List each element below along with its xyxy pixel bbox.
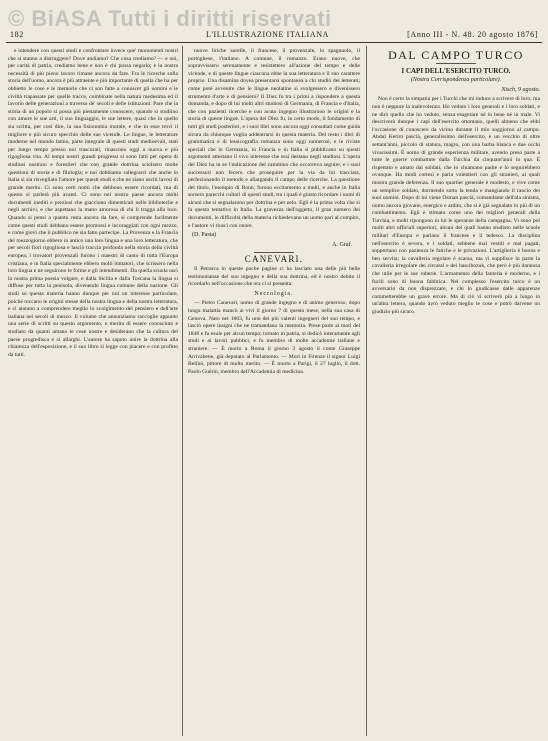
article-title: DAL CAMPO TURCO (388, 48, 524, 62)
page-number: 182 (10, 30, 24, 39)
column-2-note: (D. Pasta) (192, 232, 216, 239)
section-rule (254, 252, 294, 253)
journal-title: L'ILLUSTRAZIONE ITALIANA (206, 30, 329, 39)
header-rule (6, 42, 542, 43)
column-divider-1 (182, 46, 183, 736)
title-rule (436, 63, 476, 64)
column-1-text: e intendere con questi studi e confrontare invece que' monumenti nostri che si stanno a distruggere? Dove andiamo? Che cosa crediamo? — e noi, per carità di patria, crediamo bene e non è chi possa negarlo; e la nostra necessità di più pieno lavoro rimane ancora da fare. Fra le ricerche sulla storia dell'uomo, ancora è più attraente e più importante di quella che ha per obbietto le cose e le memorie che ci son fatte a conoscer gli uomini e le civiltà trapassate per quelle tracce, combinate nella natura medesima ed il lavorio delle generazioni a traverso de' secoli e delle istituzioni. Pare che la storia di un popolo si possa più pienamente conoscere, quando si studiino con amore le sue arti, il suo linguaggio, le sue lettere, quasi che in quello sia scritta, per così dire, la sua fisionomia morale, e che in esse trovi il migliore e più sicuro specchio delle sue vicende. Le lingue, le letterature moderne nel mondo latino, parte integrale di questi studi medioevali, stati per lungo tempo presso noi trascurati, rinascono oggi a nuova e più rigogliosa vita. Ai tempi nostri grandi progressi si sono fatti per opera di studiosi nostrani e forestieri che con grande dottrina sciolsero molte questioni di storia e di filologia; e noi dobbiamo rallegrarci che anche in Italia si sia risvegliato l'amore per questi studi e che ne siano usciti lavori di grande merito. Ci sono certi nomi che debbono essere ricordati, ma di questo si parlerà più avanti. Ci sono nel nostro paese ancora molti documenti inediti e preziosi che giacciono dimenticati nelle biblioteche e negli archivi, e che aspettano la mano amorosa di chi li tragga alla luce. Quando si pensi a quanto resta ancora da fare, si comprende facilmente come questi studi debbano essere promossi e incoraggiati con ogni mezzo, e come giovi che il pubblico ne sia fatto partecipe. La Provenza e la Francia del mezzogiorno ebbero in antico una loro lingua e una loro letteratura, che per secoli fiorì rigogliosa e lasciò traccia profonda nella storia della civiltà europea; i trovatori provenzali furono i maestri di canto di tutta l'Europa cristiana, e in Italia specialmente ebbero molti imitatori, che scrissero nella loro lingua e ne seguirono le forme e gli intendimenti. Da quella scuola uscì la nostra prima poesia volgare, e dalla Sicilia e dalla Toscana la lingua si diffuse per tutta la penisola, divenendo lingua comune della nazione. Gli studi su questa materia hanno dunque per noi un interesse particolare, poiché toccano le origini stesse della nostra lingua e della nostra letteratura, e ci aiutano a comprendere meglio lo svolgimento del pensiero e dell'arte italiana nei secoli di mezzo. Il volume che annunziamo raccoglie appunto una serie di scritti su questo argomento, e merita di essere conosciuto e studiato da quanti amano le cose nostre e desiderano che la cultura del paese progredisca e si allarghi. L'autore ha saputo unire la dottrina alla chiarezza dell'esposizione, e il suo libro si legge con piacere e con profitto da tutti. (8, 48, 178, 358)
issue-info: [Anno III - N. 48. 20 agosto 1876] (407, 30, 538, 39)
running-head (6, 30, 542, 42)
article-date: Nisch, 9 agosto. (501, 86, 540, 93)
copyright-watermark: © BiASA Tutti i diritti riservati (8, 6, 332, 31)
column-2-text: nuove liriche sorelle, il francese, il provenzale, lo spagnuolo, il portoghese, l'italiano. A comune, il romanzo. Erano nuove, che sopravvissero serenamente e resistettero all'azione del tempo e delle vicende, e di queste lingue ciascuna ebbe la sua letteratura e il suo carattere proprio. Una disamina dovea presentarsi spontanea a chi studiò dei letterati; come poté avvenire che le lingue neolatine si svolgessero e divenissero strumento d'arte e di pensiero? Il Diez fu tra i primi a rispondere a questa domanda, e dopo di lui molti altri studiosi di Germania, di Francia e d'Italia, che con pazienti ricerche e con acuto ingegno illustrarono le origini e la storia di queste lingue. L'opera del Diez fu, in certo modo, il fondamento di tutti gli studi posteriori, e i suoi libri sono ancora oggi consultati come guida sicura da chiunque voglia addentrarsi in questa materia. Del resto i libri di grammatica e di lessicografia romanza sono oggi numerosi, e le riviste speciali che in Germania, in Francia e in Italia si pubblicano su questi argomenti attestano il vivo interesse che essi destano negli studiosi. L'opera del Diez ha in se l'indicazione del cammino che occorreva seguire, e i suoi successori non fecero che proseguire per la via da lui tracciata, perfezionando il metodo e allargando il campo delle ricerche. La questione del titolo, l'esempio di Bonn, furono eccitamento a molti, e anche in Italia sorsero parecchi cultori di questi studi, tra i quali è giusto ricordare i nomi di alcuni che si segnalarono per dottrina e per zelo. Egli è la prima volta che si fa questo tentativo in Italia. La gravezza dell'oggetto, il gran numero dei documenti, le difficoltà della materia richiedevano un uomo pari al compito, e l'autore vi riuscì con onore. (188, 48, 360, 229)
column-3 (372, 48, 540, 734)
necrology-title: Necrologia. (254, 290, 294, 297)
article-subtitle: I CAPI DELL'ESERCITO TURCO. (401, 66, 511, 75)
column-2-signature: A. Graf. (332, 241, 352, 248)
column-3-text: Non è certo la simpatia per i Turchi che mi induce a scrivere di loro; ma non è neppure la malevolenza. Ho veduto i loro generali e i loro soldati, e ne dirò quello che ho veduto, senza esagerare né in bene né in male. Vi descriverò dunque i capi dell'esercito ottomano, quelli almeno che ebbi l'occasione di conoscere da vicino durante il mio soggiorno al campo. Abdul Kerim pascià, generalissimo dell'esercito, è un vecchio di oltre settant'anni, piccolo di statura, magro, con una barba bianca e due occhi vivacissimi. È uomo di grande esperienza militare, avendo preso parte a tutte le guerre combattute dalla Turchia da cinquant'anni in qua. È rispettato e amato dai soldati, che lo chiamano padre e lo seguirebbero ovunque. Ha modi cortesi e parla volentieri con gli stranieri, ai quali mostra grande deferenza. Il suo quartier generale è modesto, e vive come un semplice soldato, dormendo sotto la tenda e mangiando il rancio dei suoi uomini. Dopo di lui viene Osman pascià, comandante dell'ala sinistra, uomo ancora giovane, energico e ardito, che si è già segnalato in più di un combattimento. Egli è stimato come uno dei migliori generali della Turchia, e molti ripongono in lui le speranze della campagna. Vi sono poi molti altri ufficiali superiori, alcuni dei quali hanno studiato nelle scuole militari d'Europa e parlano il francese e il tedesco. La disciplina nell'esercito è severa, e i soldati, sebbene mal vestiti e mal pagati, sopportano con pazienza le fatiche e le privazioni. L'artiglieria è buona e ben servita; la cavalleria regolare è scarsa, ma vi supplisce in parte la cavalleria irregolare dei circassi e dei bascibozuk, che però è più dannosa che utile per le sue ruberie. L'armamento della fanteria è moderno, e i fucili sono di buona fabbrica. Nel complesso l'esercito turco è un avversario da non disprezzare, e chi lo giudicasse dalle apparenze commetterebbe un grave errore. Ma di ciò vi scriverò più a lungo in un'altra lettera, quando avrò veduto meglio le cose e potrò darvene un giudizio più sicuro. (372, 96, 540, 315)
section-title: CANEVARI. (244, 254, 304, 265)
necrology-text: — Pietro Canevari, uomo di grande ingegno e di animo generoso, dopo lunga malattia mancò ai vivi il giorno 7 di questo mese, nella sua casa di Genova. Nato nel 1803, fu uno dei più valenti ingegneri del suo tempo, e lasciò opere insigni che ne tramandano la memoria. Prese parte ai moti del 1848 e fu esule per alcun tempo; tornato in patria, si dedicò interamente agli studi e ai lavori pubblici, e fu membro di molte accademie italiane e straniere. — È morto a Roma il giorno 3 agosto il conte Giuseppe Arrivabene, già deputato al Parlamento. — Mori in Firenze il signor Luigi Bellini, pittore di molto merito. — È morto a Parigi, il 27 luglio, il dott. Paolo Guérin, membro dell'Accademia di medicina. (188, 300, 360, 375)
column-1 (8, 48, 178, 734)
column-2 (188, 48, 360, 734)
article-byline: (Nostra Corrispondenza particolare). (410, 77, 502, 84)
section-text: Il Petrarca in queste poche pagine ci ha lasciato una delle più belle testimonianze del suo ingegno e della sua dottrina, ed è nostro debito il ricordarlo nell'occasione che ora ci si presenta. (188, 266, 360, 288)
column-divider-2 (366, 46, 367, 736)
